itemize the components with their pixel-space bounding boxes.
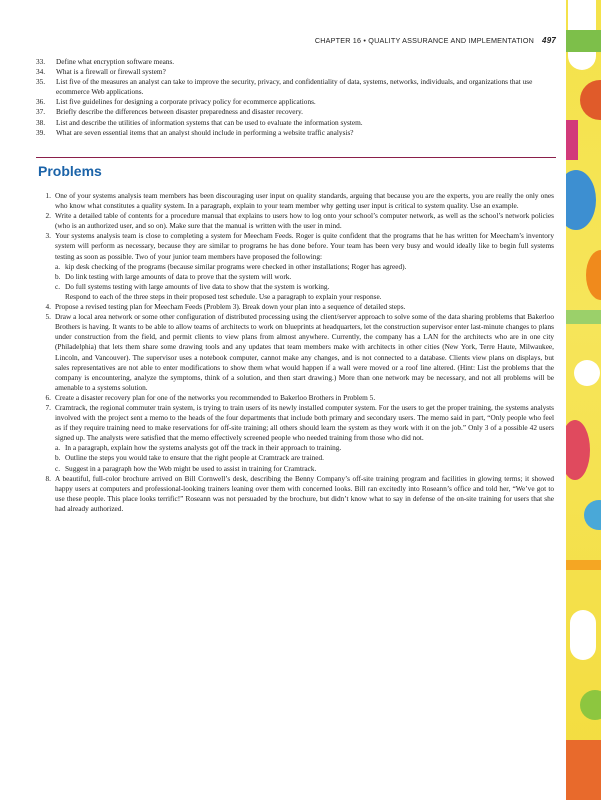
question-number: 39. bbox=[36, 127, 46, 137]
question-number: 35. bbox=[36, 77, 46, 87]
sub-text: Do full systems testing with large amounts of live data to show that the system is working. bbox=[65, 281, 330, 291]
question-text: List and describe the utilities of information systems that can be used to evaluate the information system. bbox=[56, 117, 363, 127]
sub-label: c. bbox=[55, 281, 61, 291]
problem-body bbox=[55, 403, 554, 474]
question-number: 37. bbox=[36, 107, 46, 117]
review-question bbox=[36, 128, 556, 138]
sub-label: a. bbox=[55, 261, 61, 271]
problem-item bbox=[36, 474, 554, 514]
review-question bbox=[36, 118, 556, 128]
problem-item bbox=[36, 191, 554, 211]
question-number: 33. bbox=[36, 57, 46, 66]
review-question bbox=[36, 57, 556, 67]
sub-item bbox=[55, 443, 554, 453]
problem-number: 7. bbox=[45, 402, 51, 412]
question-text: Briefly describe the differences between disaster preparedness and disaster recovery. bbox=[56, 107, 303, 117]
problem-item bbox=[36, 393, 554, 403]
sub-item bbox=[55, 453, 554, 463]
problem-text: One of your systems analysis team members has been discouraging user input on quality standards, arguing that because you are the experts, you are really the only ones who know what constitutes a quality system. In a paragraph, explain to your team member why getting user input is critical to system quality. Use an example. bbox=[55, 191, 554, 211]
question-text: What are seven essential items that an analyst should include in performing a website traffic analysis? bbox=[56, 127, 354, 137]
problem-number: 8. bbox=[45, 473, 51, 483]
page-number: 497 bbox=[542, 36, 556, 45]
problem-text: Write a detailed table of contents for a procedure manual that explains to users how to log onto your school’s computer network, as well as the school’s network policies (who is an authorized user, and so on). Make sure that the manual is written with the user in mind. bbox=[55, 211, 554, 231]
question-text: List five guidelines for designing a corporate privacy policy for ecommerce applications. bbox=[56, 97, 316, 107]
sub-item bbox=[55, 464, 554, 474]
problem-followup: Respond to each of the three steps in their proposed test schedule. Use a paragraph to explain your response. bbox=[65, 291, 382, 301]
review-question bbox=[36, 107, 556, 117]
sub-text: Suggest in a paragraph how the Web might be used to assist in training for Cramtrack. bbox=[65, 463, 317, 473]
problem-item bbox=[36, 302, 554, 312]
problem-number: 6. bbox=[45, 392, 51, 402]
review-question bbox=[36, 77, 556, 97]
problem-text: Draw a local area network or some other configuration of distributed processing using the client/server approach to solve some of the data sharing problems that Bakerloo Brothers is having. It wants to be able to allow teams of architects to work on blueprints at headquarters, let the construction supervisor enter last-minute changes to plans under construction from the field, and permit clients to view plans from almost anywhere. Currently, the company has a LAN for the architects who are in one city (Philadelphia) that lets them share some drawing tools and any updates that team members make with architects in other cities (New York, Terre Haute, Milwaukee, Lincoln, and Vancouver). The supervisor uses a notebook computer, cannot make any changes, and is not connected to a database. Clients view plans on displays, but sales representatives are not able to enter modifications to show them what would happen if a wall were moved or a roof line altered. (Hint: List the problems that the company is encountering, analyze the symptoms, think of a solution, and then start drawing.) More than one network may be necessary, and not all problems will be amenable to a systems solution. bbox=[55, 312, 554, 392]
chapter-title: CHAPTER 16 • QUALITY ASSURANCE AND IMPLEMENTATION bbox=[314, 36, 535, 45]
problem-number: 1. bbox=[45, 191, 51, 200]
question-text: Define what encryption software means. bbox=[56, 57, 175, 66]
running-header bbox=[300, 36, 556, 45]
sub-label: b. bbox=[55, 453, 61, 463]
review-question bbox=[36, 67, 556, 77]
problem-number: 5. bbox=[45, 312, 51, 322]
problem-text: Propose a revised testing plan for Meecham Feeds (Problem 3). Break down your plan into a sequence of detailed steps. bbox=[55, 302, 406, 312]
problem-text: Create a disaster recovery plan for one of the networks you recommended to Bakerloo Brothers in Problem 5. bbox=[55, 392, 376, 402]
review-question bbox=[36, 97, 556, 107]
problem-item bbox=[36, 231, 554, 302]
decorative-color-strip bbox=[566, 0, 601, 800]
problem-number: 4. bbox=[45, 302, 51, 312]
sub-text: kip desk checking of the programs (because similar programs were checked in other installations; Roger has agreed). bbox=[65, 261, 407, 271]
problem-text: Your systems analysis team is close to completing a system for Meecham Feeds. Roger is quite confident that the programs that he has written for Meecham’s inventory system will perform as necessary, because they are similar to programs he has done before. Your team has been very busy and would ideally like to begin full systems testing as soon as possible. Two of your junior team members have proposed the following: bbox=[55, 231, 554, 261]
sub-text: In a paragraph, explain how the systems analysts got off the track in their approach to training. bbox=[65, 443, 342, 453]
section-divider bbox=[36, 157, 556, 158]
problems-heading: Problems bbox=[38, 163, 102, 179]
sub-text: Outline the steps you would take to ensure that the right people at Cramtrack are trained. bbox=[65, 453, 324, 463]
sub-label: c. bbox=[55, 463, 61, 473]
sub-label: a. bbox=[55, 443, 61, 453]
problems-list bbox=[36, 191, 554, 514]
problem-text: Cramtrack, the regional commuter train system, is trying to train users of its newly installed computer system. For the users to get the proper training, the systems analysts involved with the project sent a memo to the heads of the four departments that include both primary and secondary users. The memo said in part, “Only people who feel as if they require training need to make reservations for off-site training; all others should learn the system as they work with it on the job.” Only 3 of a possible 42 users signed up. The analysts were satisfied that the memo effectively screened people who needed training from those who did not. bbox=[55, 402, 554, 443]
problem-item bbox=[36, 403, 554, 474]
sub-item bbox=[55, 272, 554, 282]
sub-text: Do link testing with large amounts of data to prove that the system will work. bbox=[65, 271, 292, 281]
problem-number: 3. bbox=[45, 231, 51, 241]
question-number: 36. bbox=[36, 97, 46, 107]
problem-text: A beautiful, full-color brochure arrived on Bill Cornwell’s desk, describing the Benny Company’s off-site training program and facilities in glowing terms; it showed happy users at computers and professional-looking trainers leaning over them with concerned looks. Bill ran excitedly into Roseann’s office and told her, “We’ve got to use these people. This place looks terrific!” Roseann was not persuaded by the brochure, but didn’t know what to say in defense of the on-site training for users that she had already authorized. bbox=[55, 473, 554, 513]
problem-item bbox=[36, 312, 554, 393]
sub-item bbox=[55, 282, 554, 292]
review-questions bbox=[36, 57, 556, 138]
question-number: 34. bbox=[36, 67, 46, 77]
question-text: List five of the measures an analyst can take to improve the security, privacy, and confidentiality of data, systems, networks, individuals, and organizations that use ecommerce Web applications. bbox=[56, 77, 533, 97]
sub-item bbox=[55, 262, 554, 272]
sub-label: b. bbox=[55, 271, 61, 281]
question-number: 38. bbox=[36, 117, 46, 127]
question-text: What is a firewall or firewall system? bbox=[56, 67, 166, 77]
problem-number: 2. bbox=[45, 211, 51, 221]
problem-item bbox=[36, 211, 554, 231]
problem-body bbox=[55, 231, 554, 302]
